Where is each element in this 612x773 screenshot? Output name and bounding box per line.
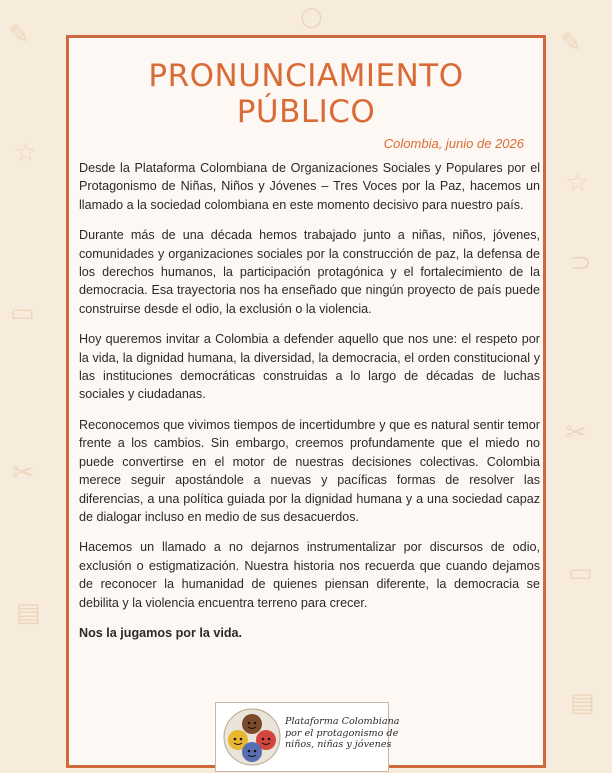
logo-line-2: por el protagonismo de <box>285 727 399 739</box>
logo-text <box>285 716 400 751</box>
paragraph-3: Hoy queremos invitar a Colombia a defender aquello que nos une: el respeto por la vida, la dignidad humana, la diversidad, la democracia, el orden constitucional y las instituciones democráticas construidas a lo largo de décadas de luchas sociales y ciudadanas. <box>79 332 540 402</box>
pencil-icon: ✎ <box>560 28 582 58</box>
title-line-1: PRONUNCIAMIENTO <box>148 58 464 94</box>
title-line-2: PÚBLICO <box>236 94 376 130</box>
paragraph-2: Durante más de una década hemos trabajado junto a niñas, niños, jóvenes, comunidades y organizaciones sociales por la construcción de paz, la defensa de los derechos humanos, la participación protagónica y el fortalecimiento de la democracia. Esa trayectoria nos ha enseñado que ningún proyecto de país puede construirse desde el odio, la exclusión o la violencia. <box>79 228 540 316</box>
star-icon: ☆ <box>14 138 38 168</box>
statement-body <box>79 159 540 654</box>
logo-line-1: Plataforma Colombiana <box>285 716 400 727</box>
circle-icon: ○ <box>300 2 323 32</box>
book-icon: ▤ <box>570 688 595 718</box>
children-faces-icon <box>222 707 282 767</box>
book-icon: ▤ <box>16 598 41 628</box>
ruler-icon: ▭ <box>568 558 593 588</box>
ruler-icon: ▭ <box>10 298 35 328</box>
statement-panel <box>66 35 546 768</box>
pencil-icon: ✎ <box>8 20 30 50</box>
dateline: Colombia, junio de 2026 <box>383 136 524 151</box>
paragraph-1: Desde la Plataforma Colombiana de Organizaciones Sociales y Populares por el Protagonismo de Niñas, Niños y Jóvenes – Tres Voces por la Paz, hacemos un llamado a la sociedad colombiana en este momento decisivo para nuestro país. <box>79 161 540 212</box>
closing-statement: Nos la jugamos por la vida. <box>79 625 243 640</box>
scissors-icon: ✂ <box>565 418 587 448</box>
paperclip-icon: ⊃ <box>570 248 592 278</box>
logo-line-3: niños, niñas y jóvenes <box>285 739 392 750</box>
paragraph-5: Hacemos un llamado a no dejarnos instrumentalizar por discursos de odio, exclusión o estigmatización. Nuestra historia nos recuerda que cuando dejamos de reconocer la humanidad de quienes piensan diferente, la democracia se debilita y la violencia encuentra terreno para crecer. <box>79 540 540 610</box>
paragraph-4: Reconocemos que vivimos tiempos de incertidumbre y que es natural sentir temor frente a los cambios. Sin embargo, creemos profundamente que el miedo no puede convertirse en el motor de nuestras decisiones colectivas. Colombia merece seguir apostándole a nuevas y pacíficas formas de resolver las diferencias, a una política guiada por la dignidad humana y a una sociedad capaz de dialogar incluso en medio de sus desacuerdos. <box>79 417 540 524</box>
scissors-icon: ✂ <box>12 458 34 488</box>
organization-logo <box>215 702 400 772</box>
star-icon: ☆ <box>566 168 590 198</box>
